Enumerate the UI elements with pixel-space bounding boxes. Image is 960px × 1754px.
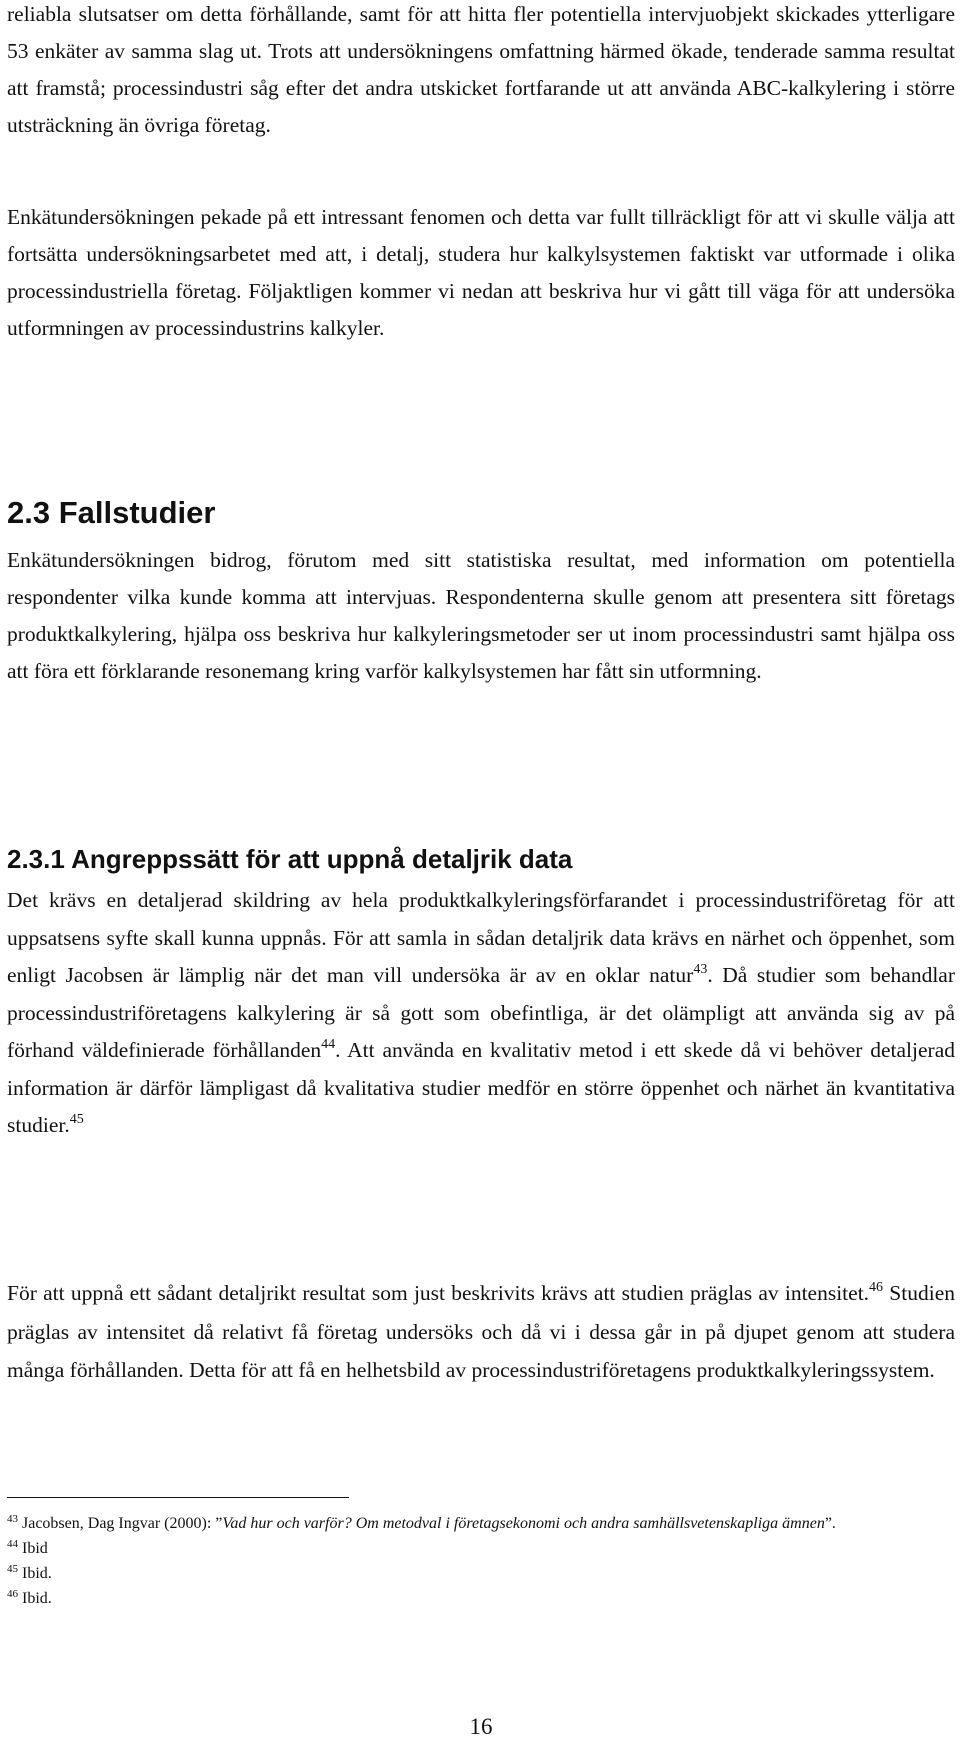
footnote-tail: ”. [824, 1515, 836, 1532]
footnote-ref-44: 44 [321, 1037, 336, 1052]
footnote-text: Jacobsen, Dag Ingvar (2000): ” [18, 1515, 223, 1532]
paragraph-3: Enkätundersökningen bidrog, förutom med sitt statistiska resultat, med information om potentiella respondenter vilka kunde komma att intervjuas. Respondenterna skulle genom att presentera sitt företags produktkalkylering, hjälpa oss beskriva hur kalkyleringsmetoder ser ut inom processindustri samt hjälpa oss att föra ett förklarande resonemang kring varför kalkylsystemen har fått sin utformning. [7, 548, 955, 683]
paragraph-4-text: Det krävs en detaljerad skildring av hela produktkalkyleringsförfarandet i processindustriföretag för att uppsatsens syfte skall kunna uppnås. För att samla in sådan detaljrik data krävs en närhet och öppenhet, som enligt Jacobsen är lämplig när det man vill undersöka är av en oklar natur [7, 888, 955, 987]
page-number: 16 [469, 1714, 493, 1739]
footnote-number: 45 [7, 1563, 18, 1575]
paragraph-4 [7, 882, 955, 1145]
section-heading: 2.3 Fallstudier [7, 495, 216, 530]
paragraph-4-text: . Att använda en kvalitativ metod i ett skede då vi behöver detaljerad information är därför lämpligast då kvalitativa studier medför en större öppenhet och närhet än kvantitativa studier. [7, 1038, 956, 1137]
footnote [7, 1561, 955, 1586]
footnote-ref-46: 46 [869, 1280, 884, 1295]
paragraph-2: Enkätundersökningen pekade på ett intressant fenomen och detta var fullt tillräckligt för att vi skulle välja att fortsätta undersökningsarbetet med att, i detalj, studera hur kalkylsystemen faktiskt var utformade i olika processindustriella företag. Följaktligen kommer vi nedan att beskriva hur vi gått till väga för att undersöka utformningen av processindustrins kalkyler. [7, 205, 955, 340]
footnote-text: Ibid. [18, 1590, 52, 1607]
footnote-text: Ibid. [18, 1565, 52, 1582]
footnote-book-title: Vad hur och varför? Om metodval i företagsekonomi och andra samhällsvetenskapliga ämnen [222, 1515, 825, 1532]
paragraph-5 [7, 1274, 955, 1390]
footnote [7, 1586, 955, 1611]
paragraph-5-text: Studien präglas av intensitet då relativt få företag undersöks och då vi i dessa går in på djupet genom att studera många förhållanden. Detta för att få en helhetsbild av processindustriföretagens produktkalkyleringssystem. [7, 1281, 955, 1382]
footnote [7, 1511, 955, 1536]
footnote-number: 46 [7, 1588, 18, 1600]
footnote-ref-45: 45 [69, 1112, 84, 1127]
footnote-number: 43 [7, 1513, 18, 1525]
footnote-separator [7, 1497, 349, 1498]
paragraph-4-text: . Då studier som behandlar processindustriföretagens kalkylering är så gott som obefintliga, är det olämpligt att använda sig av på förhand väldefinierade förhållanden [7, 963, 956, 1062]
footnote-ref-43: 43 [693, 962, 708, 977]
footnotes [7, 1511, 955, 1611]
paragraph-1: reliabla slutsatser om detta förhållande, samt för att hitta fler potentiella intervjuobjekt skickades ytterligare 53 enkäter av samma slag ut. Trots att undersökningens omfattning härmed ökade, tenderade samma resultat att framstå; processindustri såg efter det andra utskicket fortfarande ut att använda ABC-kalkylering i större utsträckning än övriga företag. [7, 2, 955, 137]
footnote-number: 44 [7, 1538, 18, 1550]
footnote [7, 1536, 955, 1561]
paragraph-5-text: För att uppnå ett sådant detaljrikt resultat som just beskrivits krävs att studien präglas av intensitet. [7, 1281, 870, 1305]
subsection-heading: 2.3.1 Angreppssätt för att uppnå detaljrik data [7, 844, 573, 874]
footnote-text: Ibid [18, 1540, 48, 1557]
